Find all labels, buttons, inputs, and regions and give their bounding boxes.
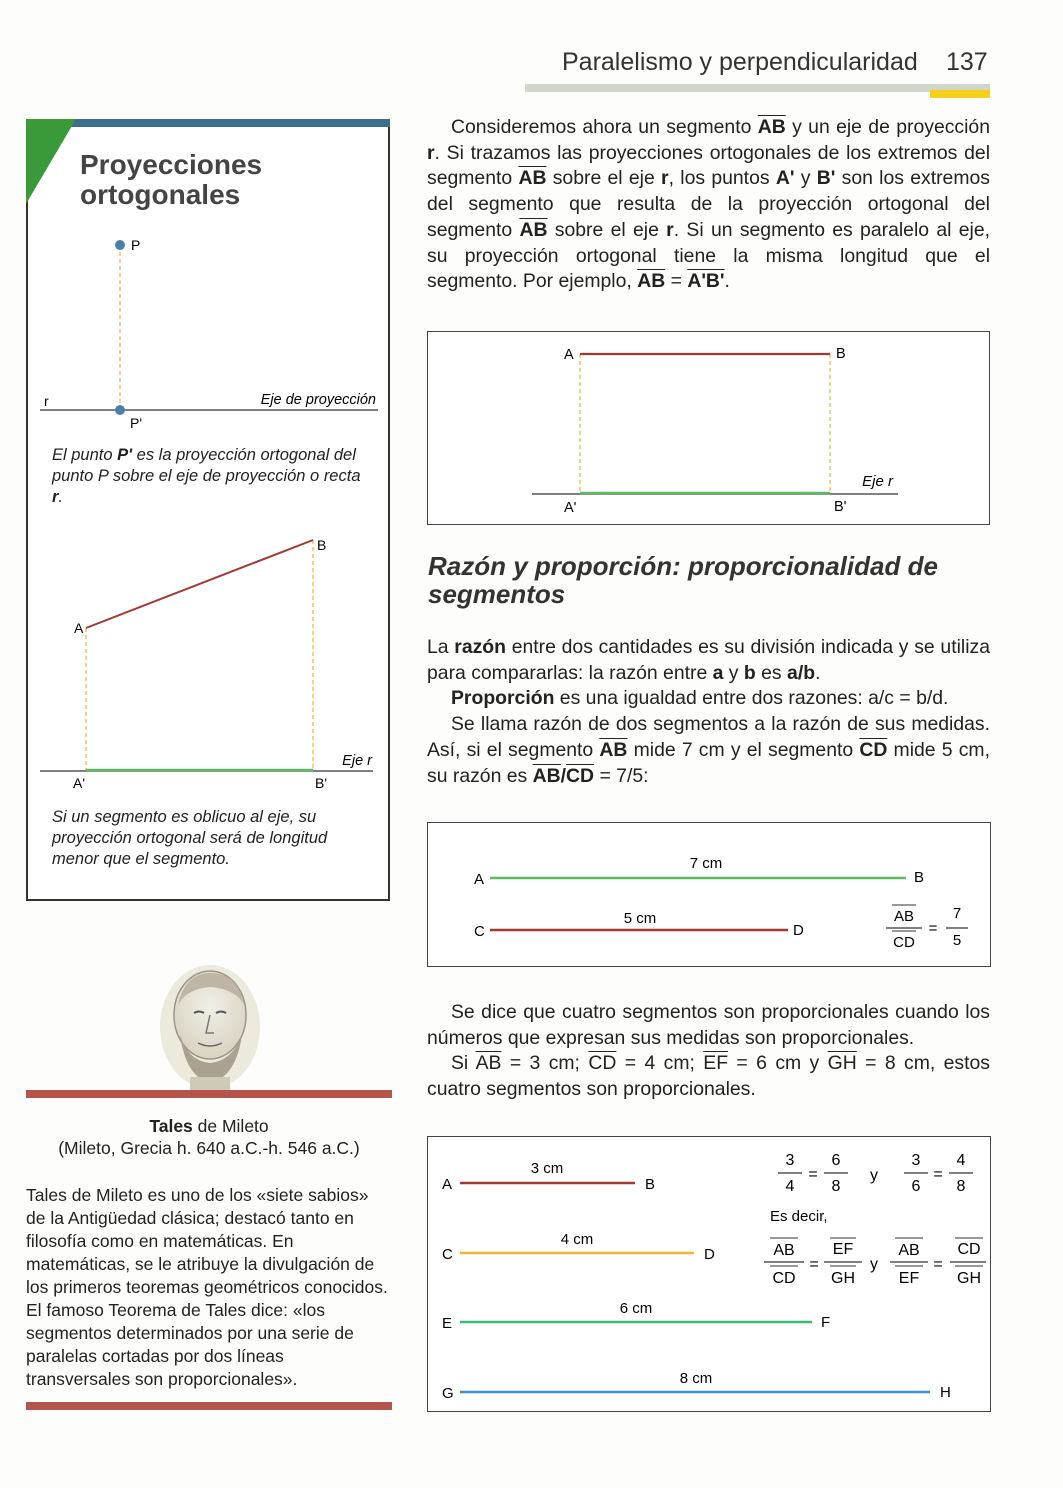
svg-text:AB: AB bbox=[898, 1242, 920, 1259]
fraction-3-4-eq-6-8 bbox=[778, 1152, 848, 1195]
label-axis-r: Eje r bbox=[862, 473, 893, 490]
label-c: C bbox=[474, 923, 485, 940]
svg-text:8: 8 bbox=[956, 1178, 966, 1195]
label-g: G bbox=[442, 1385, 454, 1402]
label-a: A bbox=[74, 620, 84, 636]
tales-bottom-bar bbox=[26, 1402, 392, 1410]
label-h: H bbox=[940, 1384, 951, 1401]
label-e: E bbox=[442, 1315, 453, 1332]
caption-point-projection: El punto P' es la proyección ortogonal del punto P sobre el eje de proyección o recta r. bbox=[52, 446, 361, 506]
svg-text:6: 6 bbox=[831, 1152, 841, 1169]
point-p-label: P bbox=[131, 237, 141, 253]
sidebar-corner-triangle bbox=[26, 119, 76, 209]
point-projection-figure bbox=[28, 225, 384, 440]
length-gh: 8 cm bbox=[679, 1370, 713, 1387]
svg-text:=: = bbox=[933, 1256, 943, 1273]
label-a: A bbox=[564, 347, 574, 363]
ratio-drawing bbox=[428, 823, 988, 964]
label-c: C bbox=[442, 1246, 453, 1263]
svg-text:3: 3 bbox=[911, 1152, 921, 1169]
label-b: B bbox=[836, 346, 846, 362]
sidebar-top-bar bbox=[26, 119, 390, 127]
label-b-prime: B' bbox=[834, 499, 847, 515]
and-1: y bbox=[870, 1167, 878, 1184]
svg-text:4: 4 bbox=[956, 1152, 966, 1169]
svg-text:CD: CD bbox=[772, 1270, 796, 1287]
parallel-projection-drawing bbox=[428, 332, 988, 522]
section-heading: Razón y proporción: proporcionalidad de segmentos bbox=[428, 551, 938, 609]
tales-biography: Tales de Mileto es uno de los «siete sabios» de la Antigüedad clásica; destacó tanto en filosofía como en matemáticas. En matemáticas, se le atribuye la divulgación de los primeros teoremas geométricos conocidos. El famoso Teorema de Tales dice: «los segmentos determinados por una serie de paralelas cortadas por dos líneas transversales son proporcionales». bbox=[26, 1185, 388, 1389]
tales-top-bar bbox=[26, 1090, 392, 1098]
length-ab: 7 cm bbox=[689, 855, 723, 872]
label-b: B bbox=[317, 537, 327, 553]
svg-text:4: 4 bbox=[785, 1178, 795, 1195]
running-header-title: Paralelismo y perpendicularidad bbox=[562, 48, 918, 76]
svg-text:8: 8 bbox=[831, 1178, 841, 1195]
sidebar-title-line1: Proyecciones bbox=[80, 149, 263, 180]
paragraph-proportional-segments: Se dice que cuatro segmentos son proporcionales cuando los números que expresan sus medidas son proporcionales. Si $\overline{AB} = 3$ cm; $\overline{CD} = 4$ cm; $\overline{EF} = 6$ cm y $\overline{GH} = 8$ cm, estos cuatro segmentos son proporcionales. bbox=[427, 1001, 990, 1101]
label-d: D bbox=[793, 922, 804, 939]
label-a-prime: A' bbox=[564, 500, 577, 516]
label-a: A bbox=[474, 871, 485, 888]
oblique-projection-figure bbox=[28, 530, 384, 795]
svg-text:EF: EF bbox=[898, 1270, 920, 1287]
svg-text:=: = bbox=[809, 1256, 819, 1273]
label-f: F bbox=[821, 1314, 831, 1331]
paragraph-ratio: La razón entre dos cantidades es su división indicada y se utiliza para compararlas: la razón entre a y b es a/b. Proporción es una igualdad entre dos razones: a/c = b/d. Se llama razón de dos segmentos a la razón de sus medidas. Así, si el segmento $\overline{AB}$ mide 7 cm y el segmento $\overline{CD}$ mide 5 cm, su razón es $\overline{AB}/\overline{CD} = 7/5$: bbox=[427, 636, 990, 787]
point-p-prime-label: P' bbox=[130, 415, 143, 431]
tales-bust-image bbox=[150, 965, 270, 1095]
fraction-ab-cd-eq-ef-gh bbox=[764, 1238, 862, 1287]
sidebar-title-line2: ortogonales bbox=[80, 179, 241, 210]
fraction-3-6-eq-4-8 bbox=[904, 1152, 973, 1195]
point-p-prime bbox=[115, 405, 125, 415]
proportional-segments-drawing bbox=[428, 1137, 988, 1409]
page-number: 137 bbox=[946, 48, 988, 76]
sidebar-title bbox=[80, 150, 262, 210]
fraction-ab-ef-eq-cd-gh bbox=[890, 1238, 986, 1287]
label-axis-r: Eje r bbox=[342, 753, 372, 769]
tales-name-block: Tales de Mileto (Mileto, Grecia h. 640 a.C.-h. 546 a.C.) bbox=[26, 1115, 392, 1159]
frac-equals: = bbox=[928, 920, 938, 937]
label-a: A bbox=[442, 1176, 453, 1193]
oblique-segment-ab bbox=[86, 540, 313, 628]
es-decir-label: Es decir, bbox=[770, 1208, 828, 1225]
label-a-prime: A' bbox=[73, 775, 86, 791]
svg-text:AB: AB bbox=[773, 1242, 795, 1259]
and-2: y bbox=[870, 1256, 878, 1273]
label-b: B bbox=[914, 869, 925, 886]
svg-text:6: 6 bbox=[911, 1178, 921, 1195]
svg-text:CD: CD bbox=[957, 1241, 981, 1258]
frac-den: CD bbox=[893, 934, 915, 951]
length-ab: 3 cm bbox=[530, 1160, 564, 1177]
axis-r-label: r bbox=[44, 393, 49, 409]
val-den: 5 bbox=[952, 932, 962, 949]
length-cd: 4 cm bbox=[560, 1231, 594, 1248]
svg-text:=: = bbox=[933, 1166, 943, 1183]
header-accent bbox=[930, 90, 990, 98]
point-p bbox=[115, 240, 125, 250]
val-num: 7 bbox=[952, 905, 962, 922]
label-d: D bbox=[704, 1246, 715, 1263]
axis-name-label: Eje de proyección bbox=[260, 392, 376, 408]
svg-text:3: 3 bbox=[785, 1152, 795, 1169]
svg-text:=: = bbox=[808, 1166, 818, 1183]
header-rule bbox=[525, 84, 990, 92]
caption-oblique: Si un segmento es oblicuo al eje, su proyección ortogonal será de longitud menor que el segmento. bbox=[52, 808, 328, 868]
tales-dates: (Mileto, Grecia h. 640 a.C.-h. 546 a.C.) bbox=[58, 1138, 360, 1158]
svg-text:GH: GH bbox=[957, 1270, 981, 1287]
paragraph-projection: Consideremos ahora un segmento $\overline{AB}$ y un eje de proyección r. Si trazamos las proyecciones ortogonales de los extremos del segmento $\overline{AB}$ sobre el eje r, los puntos A' y B' son los extremos del segmento que resulta de la proyección ortogonal del segmento $\overline{AB}$ sobre el eje r. Si un segmento es paralelo al eje, su proyección ortogonal tiene la misma longitud que el segmento. Por ejemplo, $\overline{AB} = A'B'$. bbox=[427, 116, 991, 293]
length-cd: 5 cm bbox=[623, 910, 657, 927]
label-b: B bbox=[645, 1176, 656, 1193]
svg-text:EF: EF bbox=[832, 1241, 854, 1258]
label-b-prime: B' bbox=[315, 775, 328, 791]
svg-text:GH: GH bbox=[831, 1270, 855, 1287]
frac-num: AB bbox=[893, 908, 915, 925]
length-ef: 6 cm bbox=[619, 1300, 653, 1317]
